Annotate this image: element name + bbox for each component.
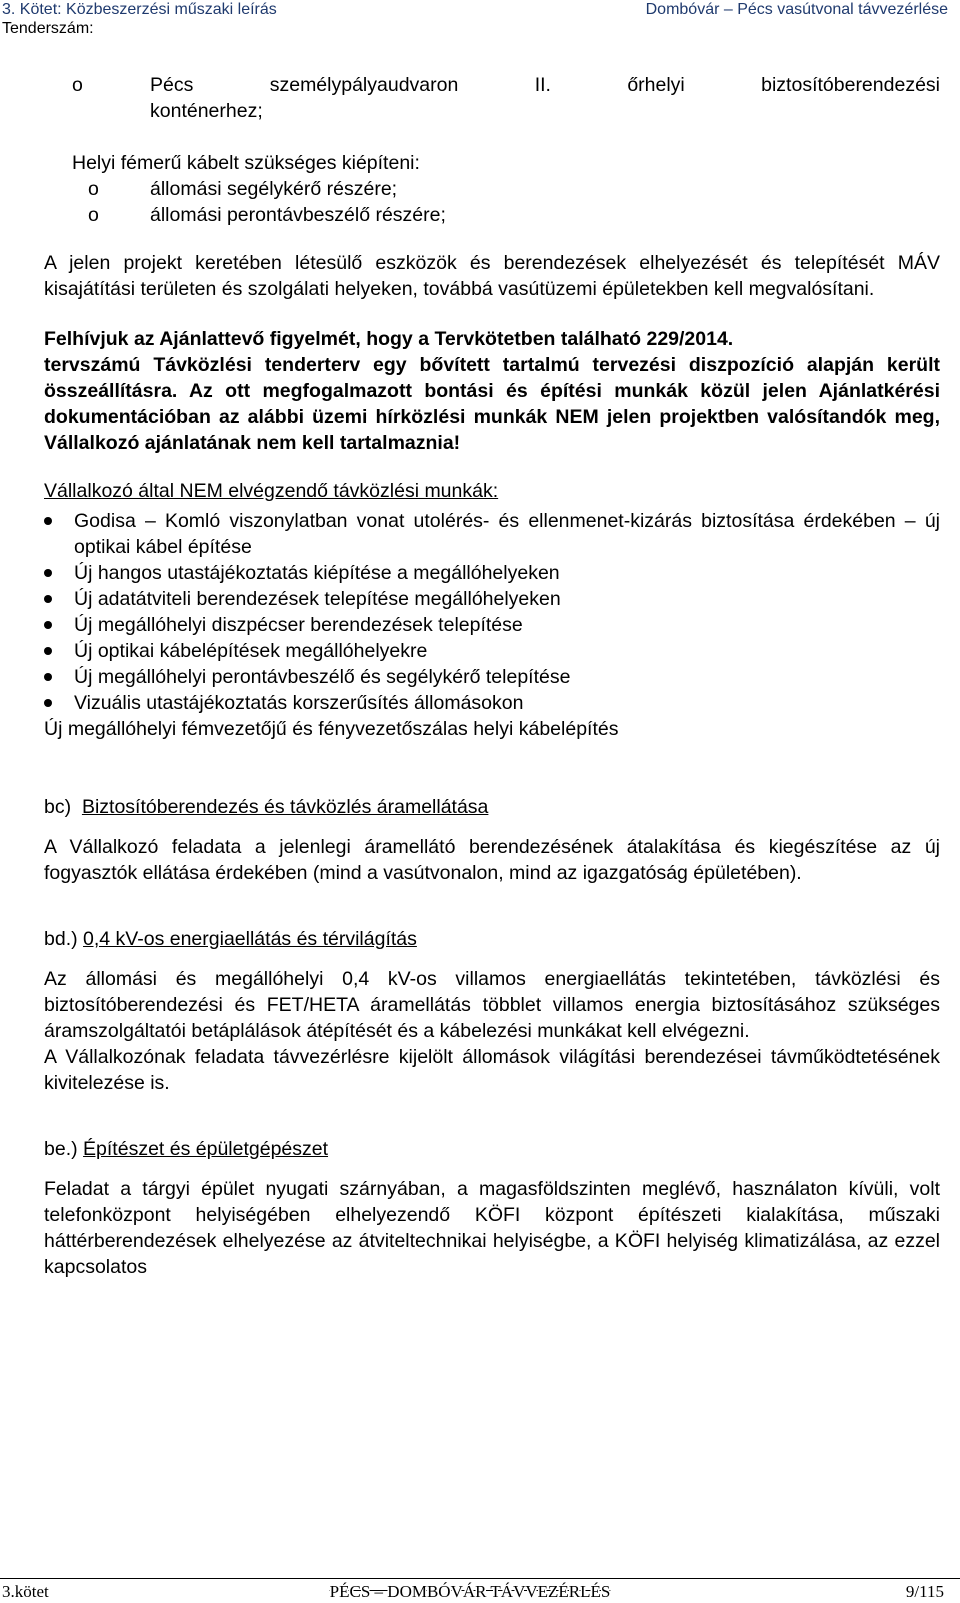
list-item-text: állomási perontávbeszélő részére; [150,204,446,226]
bullet-icon [44,517,52,525]
list-item-text: Új hangos utastájékoztatás kiépítése a megállóhelyeken [74,562,560,584]
install-paragraph: A jelen projekt keretében létesülő eszközök és berendezések elhelyezését és telepítését MÁV kisajátítási területen és szolgálati helyeken, továbbá vasútüzemi épületekben kell megvalósítani. [44,252,940,300]
circle-bullet-icon: o [88,204,99,226]
section-bc-heading [44,794,940,820]
footer-volume: 3.kötet [2,1582,49,1601]
section-bd-paragraph-2: A Vállalkozónak feladata távvezérlésre kijelölt állomások világítási berendezései távműködtetésének kivitelezése is. [44,1046,940,1094]
section-number: be.) [44,1138,78,1160]
bullet-icon [44,699,52,707]
list-item-text-cont: konténerhez; [150,100,263,122]
list-item-text: Új optikai kábelépítések megállóhelyekre [74,640,428,662]
section-title: Építészet és épületgépészet [83,1138,329,1160]
list-item [44,612,940,638]
list-item-text: Új adatátviteli berendezések telepítése megállóhelyeken [74,588,561,610]
list-item-text: Godisa – Komló viszonylatban vonat utolérés- és ellenmenet-kizárás biztosítása érdekében – új optikai kábel építése [74,510,940,558]
section-bd-paragraph-1: Az állomási és megállóhelyi 0,4 kV-os villamos energiaellátás tekintetében, távközlési és biztosítóberendezési és FET/HETA áramellátás többlet villamos energia biztosításához szükséges áramszolgáltatói betáplálások átépítését és a kábelezési munkákat kell elvégezni. [44,968,940,1042]
section-number: bc) [44,796,72,818]
footer-project: PÉCS – DOMBÓVÁR TÁVVEZÉRLÉS [329,1582,611,1601]
footer-rule [0,1578,960,1579]
footer-page-number: 9/115 [905,1582,944,1601]
list-item-text: Vizuális utastájékoztatás korszerűsítés állomásokon [74,692,524,714]
cable-list [44,176,940,228]
list-item-pecs [44,72,940,124]
circle-bullet-icon: o [88,178,99,200]
section-bc-paragraph: A Vállalkozó feladata a jelenlegi áramellátó berendezésének átalakítása és kiegészítése az új fogyasztók ellátása érdekében (mind a vasútvonalon, mind az igazgatóság épületében). [44,836,940,884]
notice-bold-line: Felhívjuk az Ajánlattevő figyelmét, hogy a Tervkötetben található 229/2014. [44,328,734,350]
list-item [44,664,940,690]
page-footer [0,1578,960,1602]
circle-bullet-icon: o [72,74,83,96]
cable-line: Új megállóhelyi fémvezetőjű és fényvezetőszálas helyi kábelépítés [44,718,619,740]
list-item [44,638,940,664]
list-item [44,508,940,560]
not-done-list [44,508,940,716]
bullet-icon [44,647,52,655]
cable-intro: Helyi fémerű kábelt szükséges kiépíteni: [72,152,420,174]
bullet-icon [44,595,52,603]
bullet-icon [44,621,52,629]
list-item [44,176,940,202]
list-item-text: Új megállóhelyi diszpécser berendezések telepítése [74,614,523,636]
bullet-icon [44,673,52,681]
list-item-text: Új megállóhelyi perontávbeszélő és segélykérő telepítése [74,666,571,688]
section-be-paragraph: Feladat a tárgyi épület nyugati szárnyában, a magasföldszinten meglévő, használaton kívüli, volt telefonközpont helyiségében elhelyezendő KÖFI központ építészeti kialakítása, műszaki háttérberendezések elhelyezése az átviteltechnikai helyiségbe, a KÖFI helyiség klimatizálása, az ezzel kapcsolatos [44,1178,940,1278]
header-tender-number: Tenderszám: [2,20,94,37]
list-item [44,560,940,586]
list-item [44,202,940,228]
section-number: bd.) [44,928,78,950]
header-volume-title: 3. Kötet: Közbeszerzési műszaki leírás [2,1,277,18]
list-item [44,586,940,612]
notice-bold-paragraph: tervszámú Távközlési tenderterv egy bővített tartalmú tervezési diszpozíció alapján került összeállításra. Az ott megfogalmazott bontási és építési munkák közül jelen Ajánlatkérési dokumentációban az alábbi üzemi hírközlési munkák NEM jelen projektben valósítandók meg, Vállalkozó ajánlatának nem kell tartalmaznia! [44,354,940,454]
section-bd-heading [44,926,940,952]
list-item-text: állomási segélykérő részére; [150,178,398,200]
section-title: 0,4 kV-os energiaellátás és térvilágítás [83,928,417,950]
section-be-heading [44,1136,940,1162]
list-item [44,690,940,716]
header-project-title: Dombóvár – Pécs vasútvonal távvezérlése [645,1,948,18]
not-done-heading: Vállalkozó által NEM elvégzendő távközlési munkák: [44,480,499,502]
section-title: Biztosítóberendezés és távközlés áramellátása [81,796,489,818]
list-item-text: Pécs személypályaudvaron II. őrhelyi biztosítóberendezési [150,74,940,96]
document-body [44,72,940,1280]
bullet-icon [44,569,52,577]
